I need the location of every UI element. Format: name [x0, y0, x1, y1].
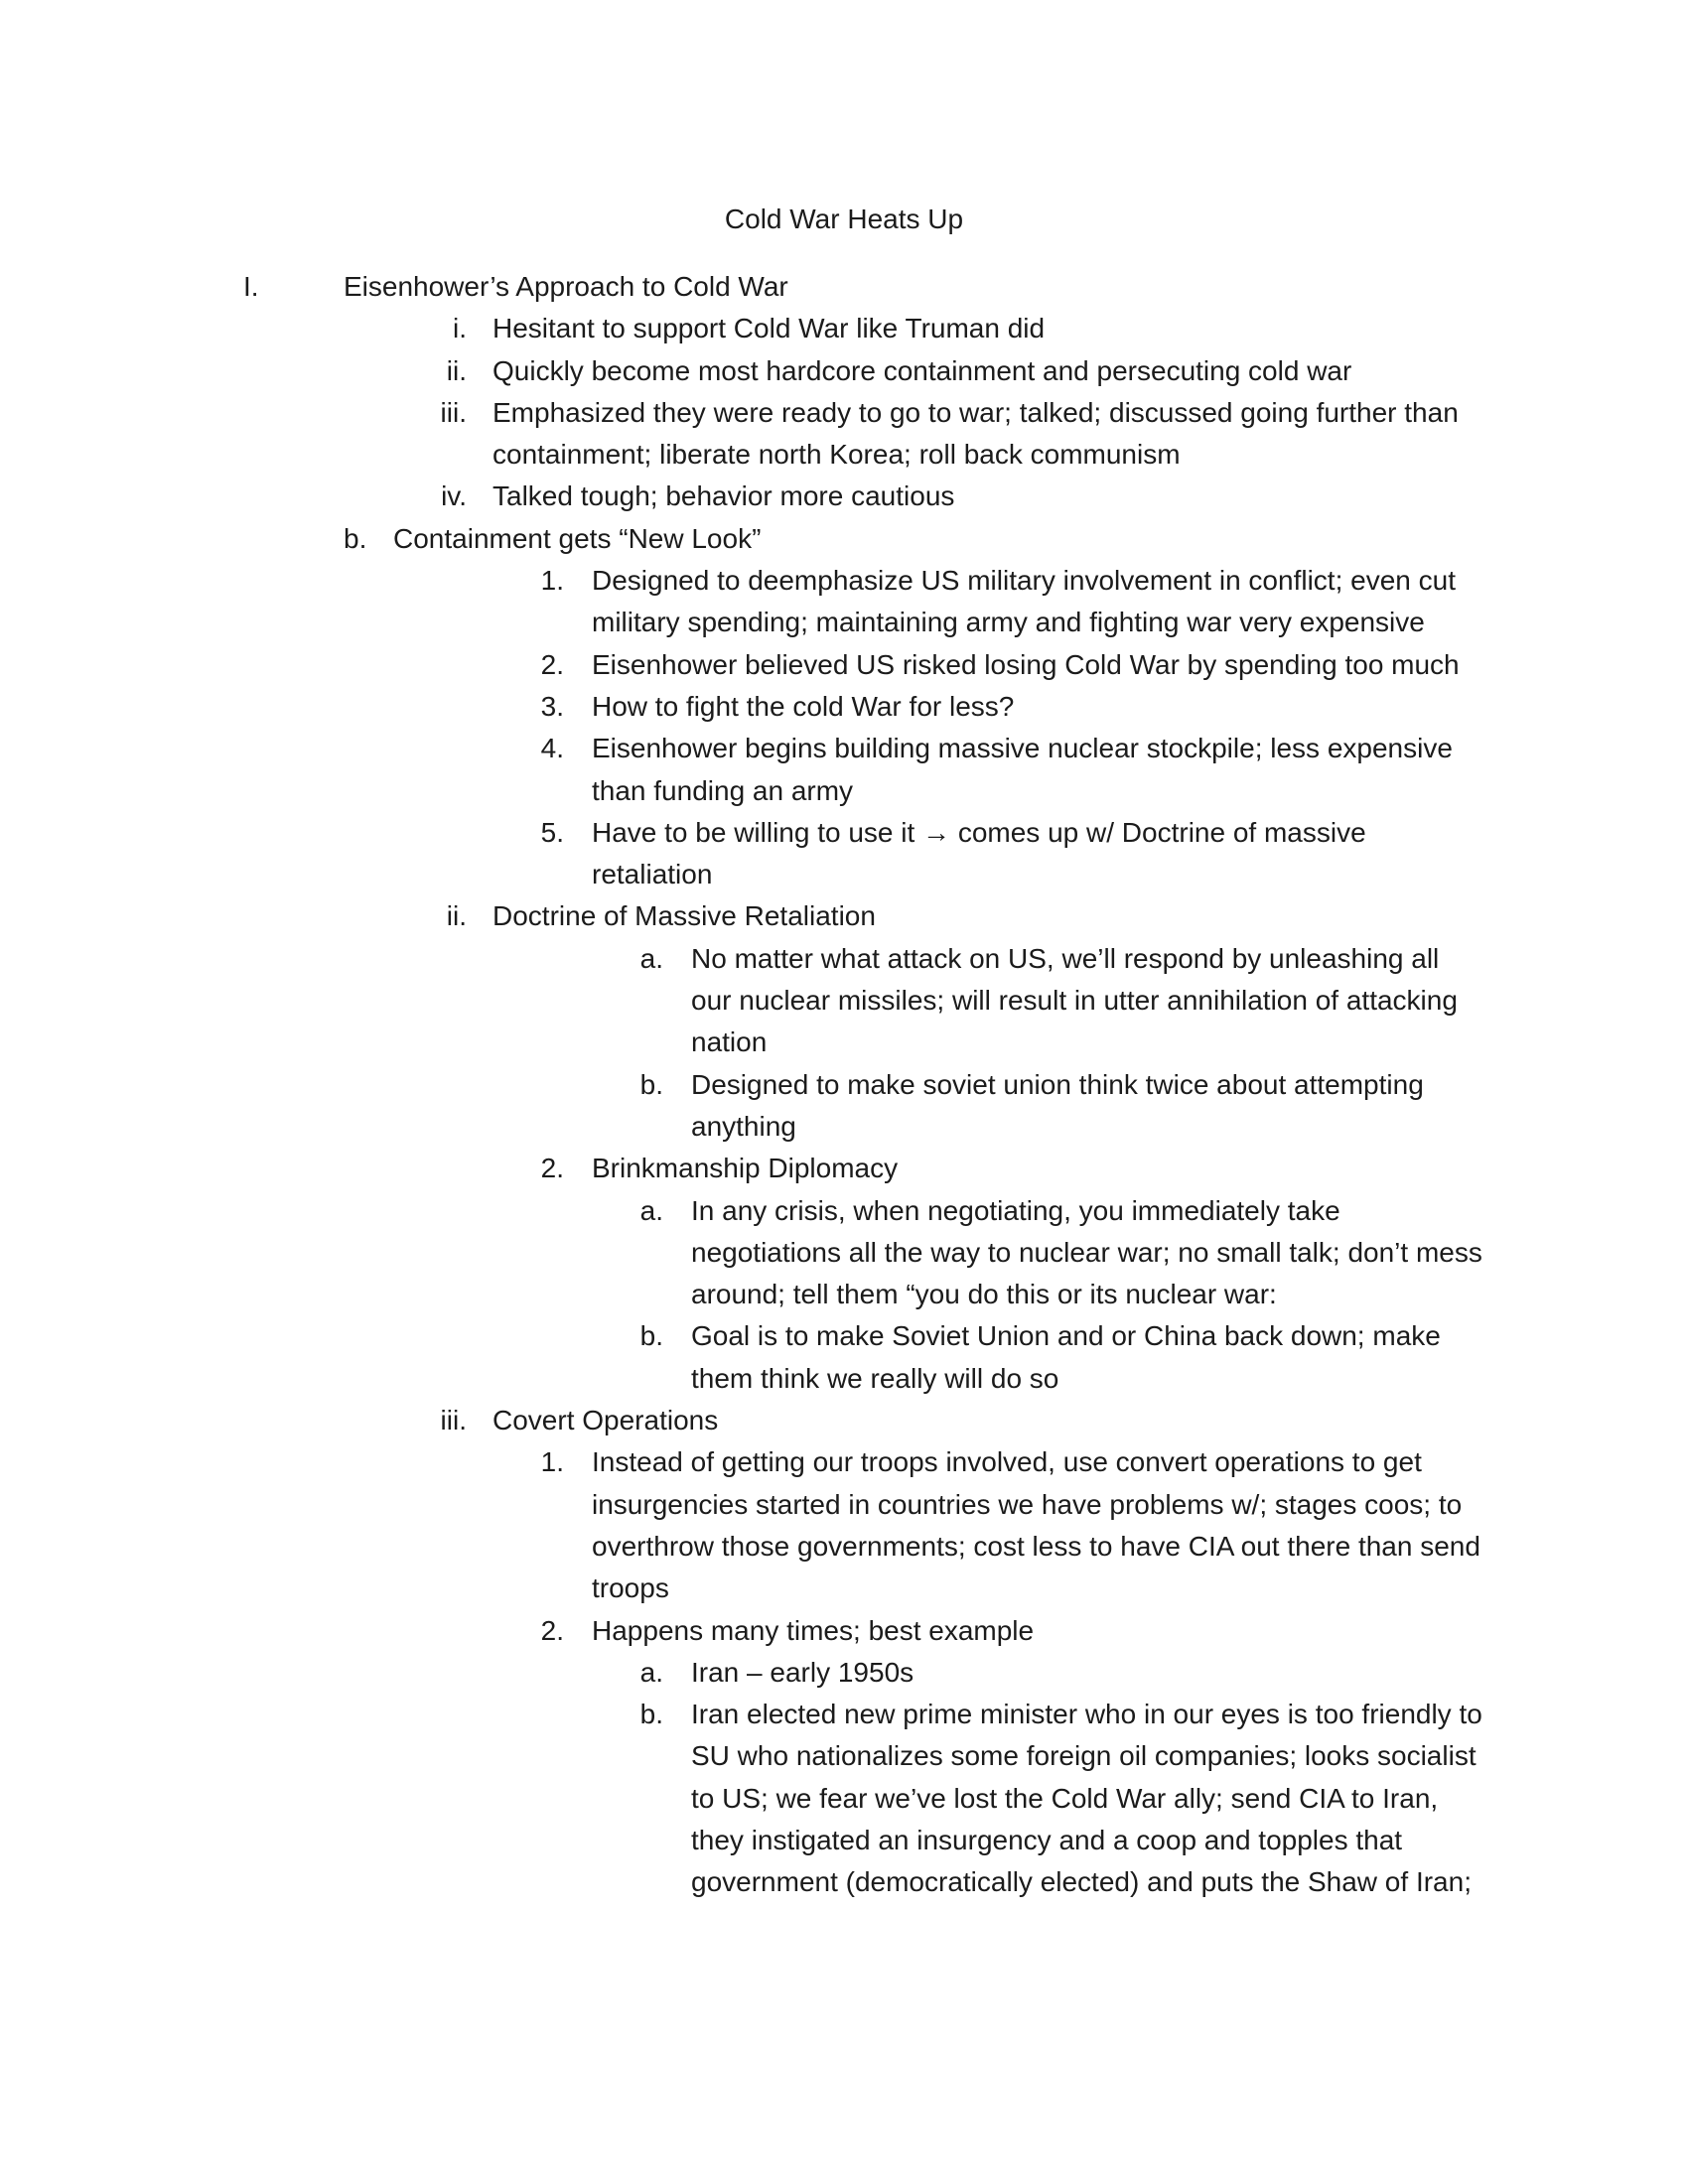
- outline-marker: 4.: [540, 733, 564, 764]
- outline-marker: iii.: [440, 1405, 467, 1436]
- outline-text: Emphasized they were ready to go to war; talked; discussed going further than containment; liberate north Korea; roll back communism: [492, 396, 1459, 471]
- outline-marker: 1.: [540, 565, 564, 597]
- outline-marker: b.: [639, 1068, 663, 1100]
- outline-text: Talked tough; behavior more cautious: [492, 480, 955, 512]
- outline-item: [0, 1610, 1688, 1652]
- outline-text: Eisenhower believed US risked losing Cold War by spending too much: [592, 648, 1460, 680]
- outline-text: Eisenhower begins building massive nuclear stockpile; less expensive than funding an army: [592, 733, 1453, 806]
- outline-text: Covert Operations: [492, 1405, 719, 1436]
- outline-marker: ii.: [446, 900, 467, 932]
- outline-item: [0, 1315, 1688, 1400]
- outline-marker: 1.: [540, 1446, 564, 1478]
- outline-marker: b.: [344, 522, 367, 554]
- outline-text: Quickly become most hardcore containment and persecuting cold war: [492, 354, 1352, 386]
- outline-marker: 2.: [540, 1614, 564, 1646]
- outline-text: Hesitant to support Cold War like Truman did: [492, 313, 1046, 344]
- outline-marker: iii.: [440, 396, 467, 428]
- outline-marker: 3.: [540, 690, 564, 722]
- outline-item: [0, 1148, 1688, 1189]
- outline-text: Instead of getting our troops involved, use convert operations to get insurgencies started in countries we have problems w/; stages coos; to overthrow those governments; cost less to have CIA out there than send troops: [592, 1446, 1480, 1604]
- outline-item: [0, 350, 1688, 392]
- outline-text: Doctrine of Massive Retaliation: [492, 900, 876, 932]
- outline-marker: 2.: [540, 1153, 564, 1184]
- outline-item: [0, 308, 1688, 349]
- outline-marker: b.: [639, 1699, 663, 1730]
- outline-text: How to fight the cold War for less?: [592, 690, 1015, 722]
- outline-item: [0, 392, 1688, 477]
- outline-text: Brinkmanship Diplomacy: [592, 1153, 899, 1184]
- outline-marker: i.: [453, 313, 467, 344]
- outline-text: Goal is to make Soviet Union and or China back down; make them think we really will do so: [691, 1320, 1441, 1394]
- outline-list: [0, 266, 1688, 1904]
- outline-marker: b.: [639, 1320, 663, 1352]
- outline-marker: 5.: [540, 816, 564, 848]
- outline-text: Iran – early 1950s: [691, 1656, 914, 1688]
- outline-text: Iran elected new prime minister who in our eyes is too friendly to SU who nationalizes some foreign oil companies; looks socialist to US; we fear we’ve lost the Cold War ally; send CIA to Iran, they instigated an insurgency and a coop and topples that government (democratically elected) and puts the Shaw of Iran;: [691, 1699, 1482, 1898]
- outline-item: [0, 266, 1688, 308]
- outline-item: [0, 1652, 1688, 1694]
- outline-item: [0, 476, 1688, 517]
- outline-item: [0, 895, 1688, 937]
- outline-text: No matter what attack on US, we’ll respond by unleashing all our nuclear missiles; will result in utter annihilation of attacking nation: [691, 942, 1458, 1058]
- outline-marker: I.: [243, 271, 259, 302]
- outline-text: Designed to deemphasize US military involvement in conflict; even cut military spending; maintaining army and fighting war very expensive: [592, 565, 1456, 638]
- outline-marker: 2.: [540, 648, 564, 680]
- outline-item: [0, 938, 1688, 1064]
- outline-item: [0, 812, 1688, 896]
- outline-text: Designed to make soviet union think twice about attempting anything: [691, 1068, 1424, 1142]
- outline-text: Have to be willing to use it → comes up w/ Doctrine of massive retaliation: [592, 816, 1366, 890]
- outline-item: [0, 686, 1688, 728]
- outline-item: [0, 1694, 1688, 1903]
- outline-item: [0, 1441, 1688, 1609]
- outline-item: [0, 728, 1688, 812]
- outline-item: [0, 1064, 1688, 1149]
- outline-marker: ii.: [446, 354, 467, 386]
- outline-item: [0, 560, 1688, 644]
- outline-marker: a.: [639, 1656, 663, 1688]
- outline-item: [0, 518, 1688, 560]
- page-title: Cold War Heats Up: [724, 204, 964, 234]
- outline-item: [0, 1190, 1688, 1316]
- outline-text: In any crisis, when negotiating, you immediately take negotiations all the way to nuclear war; no small talk; don’t mess around; tell them “you do this or its nuclear war:: [691, 1194, 1482, 1310]
- outline-text: Containment gets “New Look”: [393, 522, 762, 554]
- outline-text: Eisenhower’s Approach to Cold War: [344, 271, 788, 302]
- outline-item: [0, 644, 1688, 686]
- outline-text: Happens many times; best example: [592, 1614, 1035, 1646]
- outline-marker: iv.: [441, 480, 467, 512]
- outline-item: [0, 1400, 1688, 1441]
- outline-marker: a.: [639, 1194, 663, 1226]
- outline-marker: a.: [639, 942, 663, 974]
